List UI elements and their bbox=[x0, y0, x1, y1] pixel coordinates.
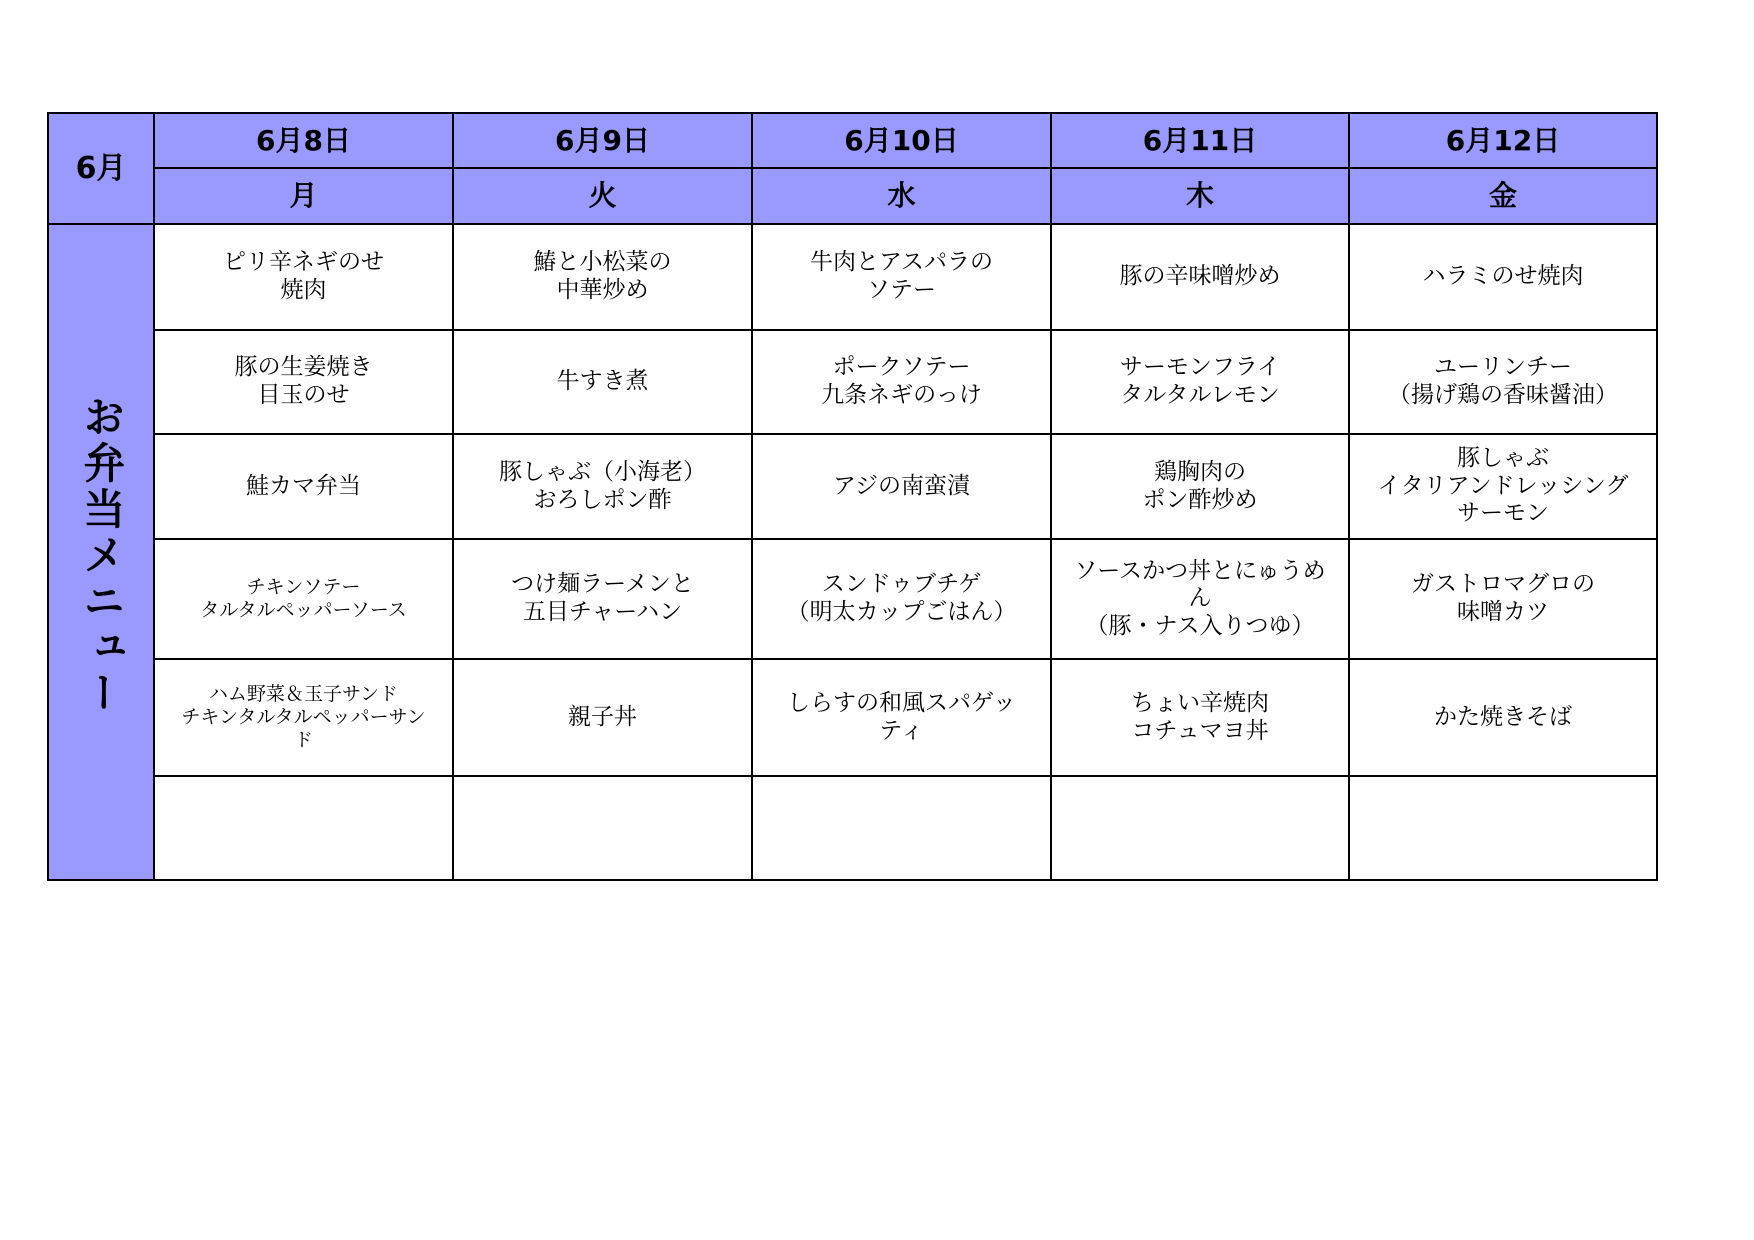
menu-cell bbox=[453, 776, 752, 880]
weekday-header: 金 bbox=[1349, 168, 1657, 224]
menu-cell: 鶏胸肉の ポン酢炒め bbox=[1051, 434, 1349, 539]
menu-cell: ユーリンチー （揚げ鶏の香味醤油） bbox=[1349, 330, 1657, 434]
menu-row bbox=[48, 776, 1657, 880]
menu-cell bbox=[1051, 776, 1349, 880]
side-title-cell bbox=[48, 224, 154, 880]
menu-cell: ハム野菜＆玉子サンド チキンタルタルペッパーサン ド bbox=[154, 659, 453, 776]
menu-cell bbox=[154, 776, 453, 880]
date-header: 6月12日 bbox=[1349, 113, 1657, 168]
menu-cell: ガストロマグロの 味噌カツ bbox=[1349, 539, 1657, 659]
lunch-menu-table bbox=[47, 112, 1658, 881]
menu-cell: ちょい辛焼肉 コチュマヨ丼 bbox=[1051, 659, 1349, 776]
date-header-row bbox=[48, 113, 1657, 168]
date-header: 6月9日 bbox=[453, 113, 752, 168]
date-header: 6月11日 bbox=[1051, 113, 1349, 168]
menu-cell: ポークソテー 九条ネギのっけ bbox=[752, 330, 1051, 434]
menu-cell: サーモンフライ タルタルレモン bbox=[1051, 330, 1349, 434]
menu-cell: 鮭カマ弁当 bbox=[154, 434, 453, 539]
menu-cell: かた焼きそば bbox=[1349, 659, 1657, 776]
menu-row bbox=[48, 659, 1657, 776]
menu-cell: チキンソテー タルタルペッパーソース bbox=[154, 539, 453, 659]
menu-cell: 牛肉とアスパラの ソテー bbox=[752, 224, 1051, 330]
menu-cell: 親子丼 bbox=[453, 659, 752, 776]
weekday-header: 火 bbox=[453, 168, 752, 224]
menu-cell: スンドゥブチゲ （明太カップごはん） bbox=[752, 539, 1051, 659]
menu-row bbox=[48, 539, 1657, 659]
weekday-header: 月 bbox=[154, 168, 453, 224]
menu-cell: 牛すき煮 bbox=[453, 330, 752, 434]
menu-cell: ピリ辛ネギのせ 焼肉 bbox=[154, 224, 453, 330]
menu-cell: 豚の生姜焼き 目玉のせ bbox=[154, 330, 453, 434]
weekday-header: 木 bbox=[1051, 168, 1349, 224]
menu-cell: つけ麺ラーメンと 五目チャーハン bbox=[453, 539, 752, 659]
menu-cell: 豚の辛味噌炒め bbox=[1051, 224, 1349, 330]
menu-cell: 豚しゃぶ イタリアンドレッシング サーモン bbox=[1349, 434, 1657, 539]
date-header: 6月10日 bbox=[752, 113, 1051, 168]
weekday-header: 水 bbox=[752, 168, 1051, 224]
menu-cell: ハラミのせ焼肉 bbox=[1349, 224, 1657, 330]
weekday-header-row bbox=[48, 168, 1657, 224]
menu-cell bbox=[752, 776, 1051, 880]
menu-row bbox=[48, 224, 1657, 330]
menu-row bbox=[48, 434, 1657, 539]
menu-cell: しらすの和風スパゲッ ティ bbox=[752, 659, 1051, 776]
menu-row bbox=[48, 330, 1657, 434]
menu-cell: 豚しゃぶ（小海老） おろしポン酢 bbox=[453, 434, 752, 539]
date-header: 6月8日 bbox=[154, 113, 453, 168]
month-label: 6月 bbox=[48, 113, 154, 224]
menu-cell: ソースかつ丼とにゅうめ ん （豚・ナス入りつゆ） bbox=[1051, 539, 1349, 659]
menu-cell bbox=[1349, 776, 1657, 880]
side-title: お弁当メニュー bbox=[77, 395, 127, 717]
menu-cell: アジの南蛮漬 bbox=[752, 434, 1051, 539]
menu-cell: 鰆と小松菜の 中華炒め bbox=[453, 224, 752, 330]
